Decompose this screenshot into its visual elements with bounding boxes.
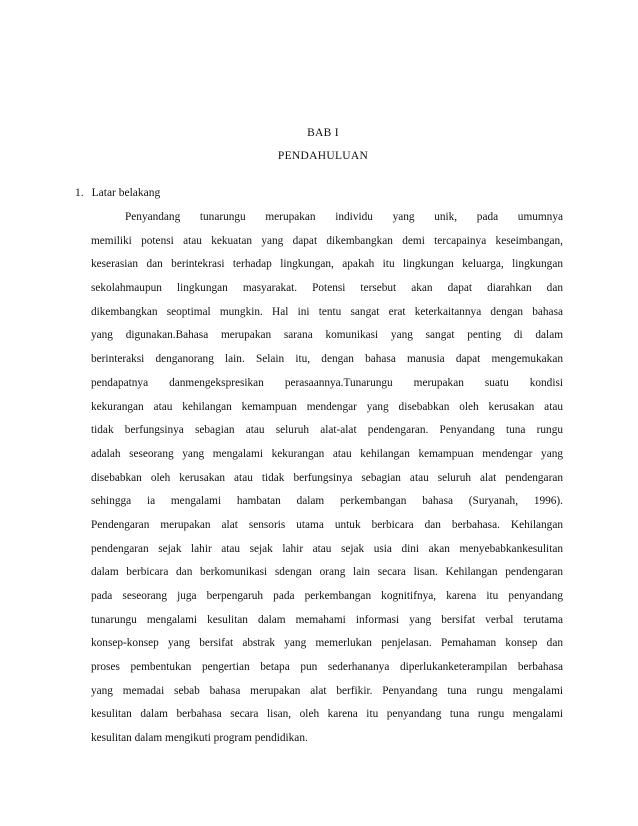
body-paragraph xyxy=(91,206,563,751)
paragraph-line: kesulitan dalam mengikuti program pendidikan. xyxy=(91,732,308,745)
paragraph-line: kekurangan atau kehilangan kemampuan mendengar yang disebabkan oleh kerusakan atau xyxy=(91,400,563,413)
paragraph-line: tunarungu mengalami kesulitan dalam memahami informasi yang bersifat verbal terutama xyxy=(91,613,563,626)
paragraph-line: tidak berfungsinya sebagian atau seluruh alat-alat pendengaran. Penyandang tuna rungu xyxy=(91,424,563,437)
paragraph-line: sekolahmaupun lingkungan masyarakat. Potensi tersebut akan dapat diarahkan dan xyxy=(91,282,563,295)
section-number: 1. xyxy=(75,187,84,199)
paragraph-line: keserasian dan berintekrasi terhadap lingkungan, apakah itu lingkungan keluarga, lingkungan xyxy=(91,258,563,271)
paragraph-line: pendapatnya danmengekspresikan perasaannya.Tunarungu merupakan suatu kondisi xyxy=(91,376,563,389)
paragraph-line: pendengaran sejak lahir atau sejak lahir atau sejak usia dini akan menyebabkankesulitan xyxy=(91,542,563,555)
paragraph-line: konsep-konsep yang bersifat abstrak yang memerlukan penjelasan. Pemahaman konsep dan xyxy=(91,637,563,650)
section-heading xyxy=(75,187,160,199)
paragraph-line: kesulitan dalam berbahasa secara lisan, oleh karena itu penyandang tuna rungu mengalami xyxy=(91,708,563,721)
paragraph-line: sehingga ia mengalami hambatan dalam perkembangan bahasa (Suryanah, 1996). xyxy=(91,495,563,508)
paragraph-line: pada seseorang juga berpengaruh pada perkembangan kognitifnya, karena itu penyandang xyxy=(91,590,563,602)
paragraph-line: yang digunakan.Bahasa merupakan sarana komunikasi yang sangat penting di dalam xyxy=(91,329,563,342)
chapter-number: BAB I xyxy=(307,127,339,139)
paragraph-line: adalah seseorang yang mengalami kekurangan atau kehilangan kemampuan mendengar yang xyxy=(91,447,563,460)
paragraph-line: dikembangkan seoptimal mungkin. Hal ini tentu sangat erat keterkaitannya dengan bahasa xyxy=(91,305,563,318)
chapter-title: PENDAHULUAN xyxy=(277,150,369,162)
section-heading-text: Latar belakang xyxy=(91,187,161,199)
paragraph-line: dalam berbicara dan berkomunikasi sdengan orang lain secara lisan. Kehilangan pendengaran xyxy=(91,566,563,579)
paragraph-line: yang memadai sebab bahasa merupakan alat berfikir. Penyandang tuna rungu mengalami xyxy=(91,684,563,697)
paragraph-line: disebabkan oleh kerusakan atau tidak berfungsinya sebagian atau seluruh alat pendengaran xyxy=(91,471,563,484)
paragraph-line: memiliki potensi atau kekuatan yang dapat dikembangkan demi tercapainya keseimbangan, xyxy=(91,234,563,247)
paragraph-line: Penyandang tunarungu merupakan individu yang unik, pada umumnya xyxy=(125,211,563,223)
paragraph-line: berinteraksi denganorang lain. Selain itu, dengan bahasa manusia dapat mengemukakan xyxy=(91,353,563,366)
paragraph-line: Pendengaran merupakan alat sensoris utama untuk berbicara dan berbahasa. Kehilangan xyxy=(91,518,563,531)
paragraph-line: proses pembentukan pengertian betapa pun sederhananya diperlukanketerampilan berbahasa xyxy=(91,661,563,674)
